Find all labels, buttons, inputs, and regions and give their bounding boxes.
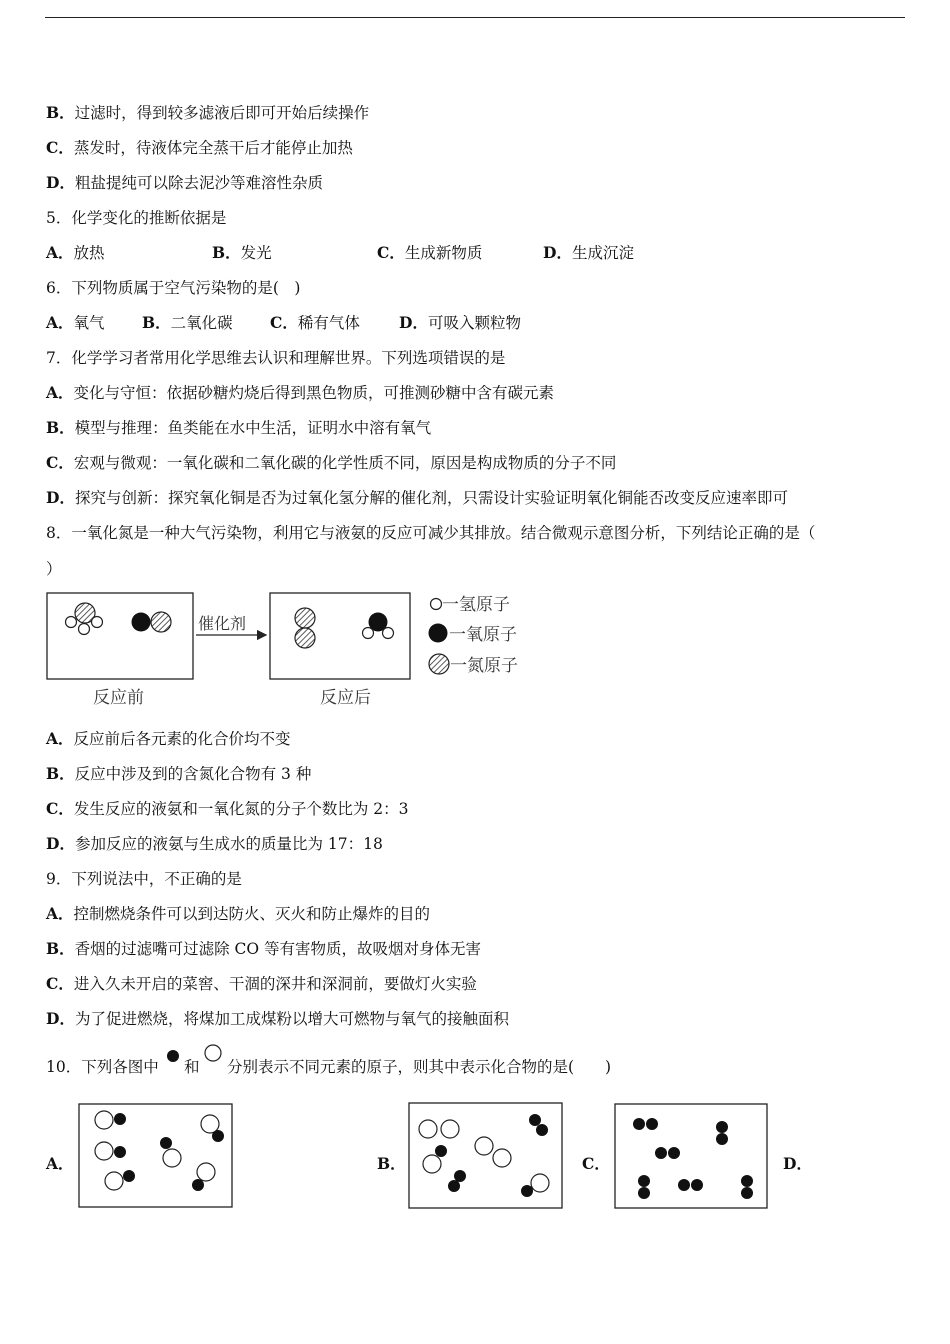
nitrogen-atom (295, 608, 315, 628)
legend-oxygen-icon (429, 624, 448, 643)
hollow-atom-icon (202, 1042, 226, 1066)
hydrogen-atom (92, 617, 103, 628)
q5-option-b: B．发光 (212, 243, 272, 262)
q8-stem-end: ） (46, 560, 62, 578)
q8-option-c: C．发生反应的液氨和一氧化氮的分子个数比为 2：3 (46, 799, 409, 818)
nitrogen-atom (295, 628, 315, 648)
q7-option-d: D．探究与创新：探究氧化铜是否为过氧化氢分解的催化剂，只需设计实验证明氧化铜能否改变反应速率即可 (46, 488, 788, 507)
q5-option-d: D．生成沉淀 (543, 243, 634, 262)
q10-label-c: C． (582, 1154, 610, 1173)
q10-label-b: B． (377, 1154, 406, 1173)
q6-option-b: B．二氧化碳 (142, 313, 233, 332)
q7-option-a: A．变化与守恒：依据砂糖灼烧后得到黑色物质，可推测砂糖中含有碳元素 (46, 383, 555, 402)
q9-stem: 9．下列说法中，不正确的是 (46, 870, 242, 888)
q4-option-d: D．粗盐提纯可以除去泥沙等难溶性杂质 (46, 173, 323, 192)
hydrogen-atom (363, 628, 374, 639)
q5-option-c: C．生成新物质 (377, 243, 483, 262)
before-label: 反应前 (93, 688, 144, 708)
q10-stem-and: 和 (184, 1058, 200, 1076)
legend-nitrogen-label: 一氮原子 (450, 656, 518, 676)
q9-option-d: D．为了促进燃烧，将煤加工成煤粉以增大可燃物与氧气的接触面积 (46, 1009, 509, 1028)
legend-hydrogen-label: 一氢原子 (442, 595, 510, 615)
hydrogen-atom (79, 624, 90, 635)
q10-stem-part1: 10．下列各图中 (46, 1058, 159, 1076)
hydrogen-atom (66, 617, 77, 628)
legend-oxygen-label: 一氧原子 (449, 625, 517, 645)
q10-label-a: A． (46, 1154, 74, 1173)
q7-stem: 7．化学学习者常用化学思维去认识和理解世界。下列选项错误的是 (46, 349, 506, 367)
catalyst-label: 催化剂 (198, 614, 247, 633)
q10-label-d: D． (783, 1154, 812, 1173)
q4-option-b: B．过滤时，得到较多滤液后即可开始后续操作 (46, 103, 370, 122)
q6-option-d: D．可吸入颗粒物 (399, 313, 521, 332)
q8-option-b: B．反应中涉及到的含氮化合物有 3 种 (46, 764, 312, 783)
nitrogen-atom (151, 612, 171, 632)
q4-option-c: C．蒸发时，待液体完全蒸干后才能停止加热 (46, 138, 353, 157)
q8-stem: 8．一氧化氮是一种大气污染物，利用它与液氨的反应可减少其排放。结合微观示意图分析，下列结论正确的是（ (46, 524, 816, 542)
legend-nitrogen-icon (429, 654, 449, 674)
q5-stem: 5．化学变化的推断依据是 (46, 209, 227, 227)
q10-box-c (614, 1103, 770, 1211)
q5-option-a: A．放热 (46, 243, 105, 262)
q9-option-a: A．控制燃烧条件可以到达防火、灭火和防止爆炸的目的 (46, 904, 431, 923)
q8-option-d: D．参加反应的液氨与生成水的质量比为 17：18 (46, 834, 383, 853)
oxygen-atom (132, 613, 151, 632)
filled-atom-icon (164, 1046, 184, 1066)
q6-option-c: C．稀有气体 (270, 313, 360, 332)
header-rule (45, 17, 905, 18)
q7-option-c: C．宏观与微观：一氧化碳和二氧化碳的化学性质不同，原因是构成物质的分子不同 (46, 453, 617, 472)
q9-option-c: C．进入久未开启的菜窖、干涸的深井和深洞前，要做灯火实验 (46, 974, 477, 993)
q8-option-a: A．反应前后各元素的化合价均不变 (46, 729, 291, 748)
q8-reaction-diagram (40, 585, 540, 715)
q7-option-b: B．模型与推理：鱼类能在水中生活，证明水中溶有氧气 (46, 418, 432, 437)
q6-stem: 6．下列物质属于空气污染物的是( ) (46, 279, 301, 297)
hydrogen-atom (383, 628, 394, 639)
q10-box-b (408, 1102, 564, 1210)
q6-option-a: A．氧气 (46, 313, 105, 332)
q10-box-a (78, 1103, 234, 1209)
after-label: 反应后 (320, 688, 371, 708)
before-box (47, 593, 193, 679)
q9-option-b: B．香烟的过滤嘴可过滤除 CO 等有害物质，故吸烟对身体无害 (46, 939, 482, 958)
q10-stem-part2: 分别表示不同元素的原子，则其中表示化合物的是( ) (227, 1058, 612, 1076)
legend-hydrogen-icon (431, 599, 442, 610)
